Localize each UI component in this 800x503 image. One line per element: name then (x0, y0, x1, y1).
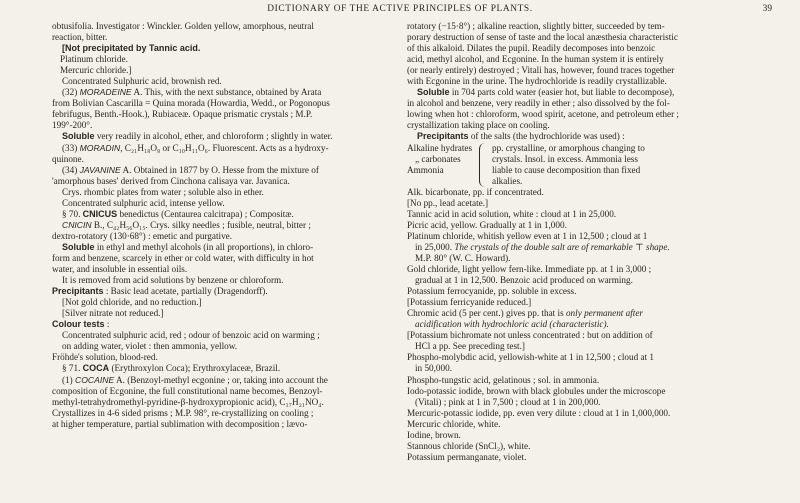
right-column (407, 21, 762, 463)
text-line: lowing when hot : chloroform, wood spirit, acetone, and petroleum ether ; (407, 109, 679, 120)
text-line: Platinum chloride. (60, 54, 128, 65)
alkaloid-name: JAVANINE (79, 164, 121, 175)
text-line: Stannous chloride (SnCl₂), white. (407, 440, 531, 451)
text-line: (Vitali) ; pink at 1 in 7,500 ; cloud at 1 in 200,000. (415, 396, 601, 407)
text-line: Soluble very readily in alcohol, ether, and chloroform ; slightly in water. (62, 131, 333, 142)
text-line: HCl a pp. See preceding test.] (415, 341, 525, 352)
text-line: [Potassium bichromate not unless concentrated : but on addition of (407, 330, 653, 341)
text-line: from Bolivian Cascarilla = Quina morada (Howardia, Wedd., or Pogonopus (52, 98, 330, 109)
text-line: Alk. bicarbonate, pp. if concentrated. (407, 186, 544, 197)
text-line: crystallization taking place on cooling. (407, 120, 550, 131)
text-line: Concentrated sulphuric acid, intense yellow. (62, 197, 225, 208)
text-line: febrifugus, Benth.-Hook.), Rubiaceæ. Opaque prismatic crystals ; M.P. (52, 109, 313, 120)
text-line: Crys. rhombic plates from water ; soluble also in ether. (62, 186, 264, 197)
text-line: [Silver nitrate not reduced.] (62, 308, 164, 319)
text-line: Soluble in ethyl and methyl alcohols (in all proportions), in chloro- (62, 241, 314, 252)
text-line: Alkaline hydrates (407, 142, 473, 153)
running-header: DICTIONARY OF THE ACTIVE PRINCIPLES OF PLANTS. (267, 4, 533, 14)
text-line: Fröhde's solution, blood-red. (52, 352, 158, 363)
text-line: Precipitants : Basic lead acetate, partially (Dragendorff). (52, 286, 268, 297)
text-line: Picric acid, yellow. Gradually at 1 in 1,000. (407, 219, 567, 230)
text-line: of this alkaloid. Dilates the pupil. Readily decomposes into benzoic (407, 43, 656, 54)
text-line: [Not gold chloride, and no reduction.] (62, 297, 202, 308)
text-line: M.P. 80° (W. C. Howard). (415, 252, 511, 263)
text-line: crystals. Insol. in excess. Ammonia less (492, 153, 638, 164)
text-line: obtusifolia. Investigator : Winckler. Golden yellow, amorphous, neutral (52, 21, 314, 31)
text-line: in alcohol and benzene, very readily in ether ; also dissolved by the fol- (407, 98, 670, 109)
bracketed-precipitants (407, 143, 762, 187)
text-line: with Ecgonine in the urine. The hydrochloride is readily crystallizable. (407, 76, 667, 87)
text-line: Phospho-molybdic acid, yellowish-white at 1 in 12,500 ; cloud at 1 (407, 352, 655, 363)
text-line: Mercuric-potassic iodide, pp. even very dilute : cloud at 1 in 1,000,000. (407, 407, 671, 418)
text-line: acid, methyl alcohol, and Ecgonine. In the human system it is entirely (407, 54, 664, 65)
text-line: (or nearly entirely) destroyed ; Vitali has, however, found traces together (407, 65, 675, 76)
text-line: [No pp., lead acetate.] (407, 197, 489, 208)
text-line: Gold chloride, light yellow fern-like. Immediate pp. at 1 in 3,000 ; (407, 264, 652, 275)
text-line: Tannic acid in acid solution, white : cloud at 1 in 25,000. (407, 208, 617, 219)
text-line: Mercuric chloride.] (60, 65, 132, 76)
text-line: gradual at 1 in 12,500. Benzoic acid produced on warming. (415, 275, 633, 286)
text-line: Crystallizes in 4-6 sided prisms ; M.P. 98°, re-crystallizing on cooling ; (52, 407, 314, 418)
text-line: „ carbonates (415, 153, 461, 164)
text-line: at higher temperature, partial sublimation with decomposition ; lævo- (52, 418, 308, 429)
text-line: acidification with hydrochloric acid (characteristic). (415, 319, 609, 330)
text-line (52, 43, 397, 54)
alkaloid-name: CNICIN (62, 219, 92, 230)
text-line: composition of Ecgonine, the full constitutional name becomes, Benzoyl- (52, 385, 323, 396)
text-line: Concentrated sulphuric acid, red ; odour of benzoic acid on warming ; (62, 330, 320, 341)
alkaloid-name: COCAINE (75, 374, 115, 385)
text-line: rotatory (−15·8°) ; alkaline reaction, slightly bitter, succeeded by tem- (407, 21, 665, 31)
text-line: Platinum chloride, whitish yellow even at 1 in 12,500 ; cloud at 1 (407, 230, 648, 241)
text-line: Phospho-tungstic acid, gelatinous ; sol. in ammonia. (407, 374, 600, 385)
text-line: (34) JAVANINE A. Obtained in 1877 by O. Hesse from the mixture of (62, 164, 319, 175)
text-line: in 25,000. The crystals of the double salt are of remarkable ⊤ shape. (415, 241, 670, 252)
text-line: (32) MORADEINE A. This, with the next substance, obtained by Arata (62, 87, 322, 98)
text-line: form and benzene, scarcely in ether or cold water, with difficulty in hot (52, 252, 314, 263)
text-line: water, and insoluble in essential oils. (52, 264, 188, 275)
text-line: CNICIN B., C₄₂H₅₆O₁₅. Crys. silky needles ; fusible, neutral, bitter ; (62, 219, 311, 230)
section-heading: § 71. COCA (Erythroxylon Coca); Erythroxylaceæ, Brazil. (62, 363, 281, 374)
text-line: dextro-rotatory (130·68°) : emetic and purgative. (52, 230, 233, 241)
text-line: quinone. (52, 153, 84, 164)
curly-brace (479, 143, 488, 187)
text-line: 199°-200°. (52, 120, 93, 131)
text-line: Iodo-potassic iodide, brown with black globules under the microscope (407, 385, 666, 396)
alkaloid-name: MORADIN (79, 142, 121, 153)
left-column (52, 21, 397, 430)
text-line: Mercuric chloride, white. (407, 418, 501, 429)
text-line: Potassium ferrocyanide, pp. soluble in excess. (407, 286, 577, 297)
text-line: Concentrated Sulphuric acid, brownish red. (62, 76, 222, 87)
text-line: porary destruction of sense of taste and the local anæsthesia characteristic (407, 32, 678, 43)
text-line: methyl-tetrahydromethyl-pyridine-β-hydroxypropionic acid), C₁₇H₂₁NO₄. (52, 396, 324, 407)
text-line: in 50,000. (415, 363, 453, 374)
text-line: Precipitants of the salts (the hydrochloride was used) : (417, 131, 625, 142)
page-number: 39 (762, 4, 772, 14)
text-line: Potassium permanganate, violet. (407, 451, 527, 462)
text-line: Ammonia (407, 164, 444, 175)
section-heading: § 70. CNICUS benedictus (Centaurea calcitrapa) ; Compositæ. (62, 208, 294, 219)
text-line: Colour tests : (52, 319, 110, 330)
text-line: It is removed from acid solutions by benzene or chloroform. (62, 275, 284, 286)
alkaloid-name: MORADEINE (79, 87, 132, 98)
text-line: pp. crystalline, or amorphous changing to (492, 142, 645, 153)
text-line: Chromic acid (5 per cent.) gives pp. that is only permanent after (407, 308, 644, 319)
text-line: (1) COCAINE A. (Benzoyl-methyl ecgonine ; or, taking into account the (62, 374, 328, 385)
bold-heading: [Not precipitated by Tannic acid. (62, 43, 201, 54)
text-line: liable to cause decomposition than fixed (492, 164, 641, 175)
text-line: 'amorphous bases' derived from Cinchona calisaya var. Javanica. (52, 175, 290, 186)
text-line: [Potassium ferricyanide reduced.] (407, 297, 532, 308)
text-line: Soluble in 704 parts cold water (easier hot, but liable to decompose), (417, 87, 675, 98)
text-line: on adding water, violet : then ammonia, yellow. (62, 341, 238, 352)
text-line: (33) MORADIN, C₂₁H₁₈O₈ or C₁₀H₁₁O₆. Fluorescent. Acts as a hydroxy- (62, 142, 329, 153)
text-line: Iodine, brown. (407, 429, 461, 440)
text-line: reaction, bitter. (52, 32, 108, 43)
text-line: alkalies. (492, 175, 523, 186)
